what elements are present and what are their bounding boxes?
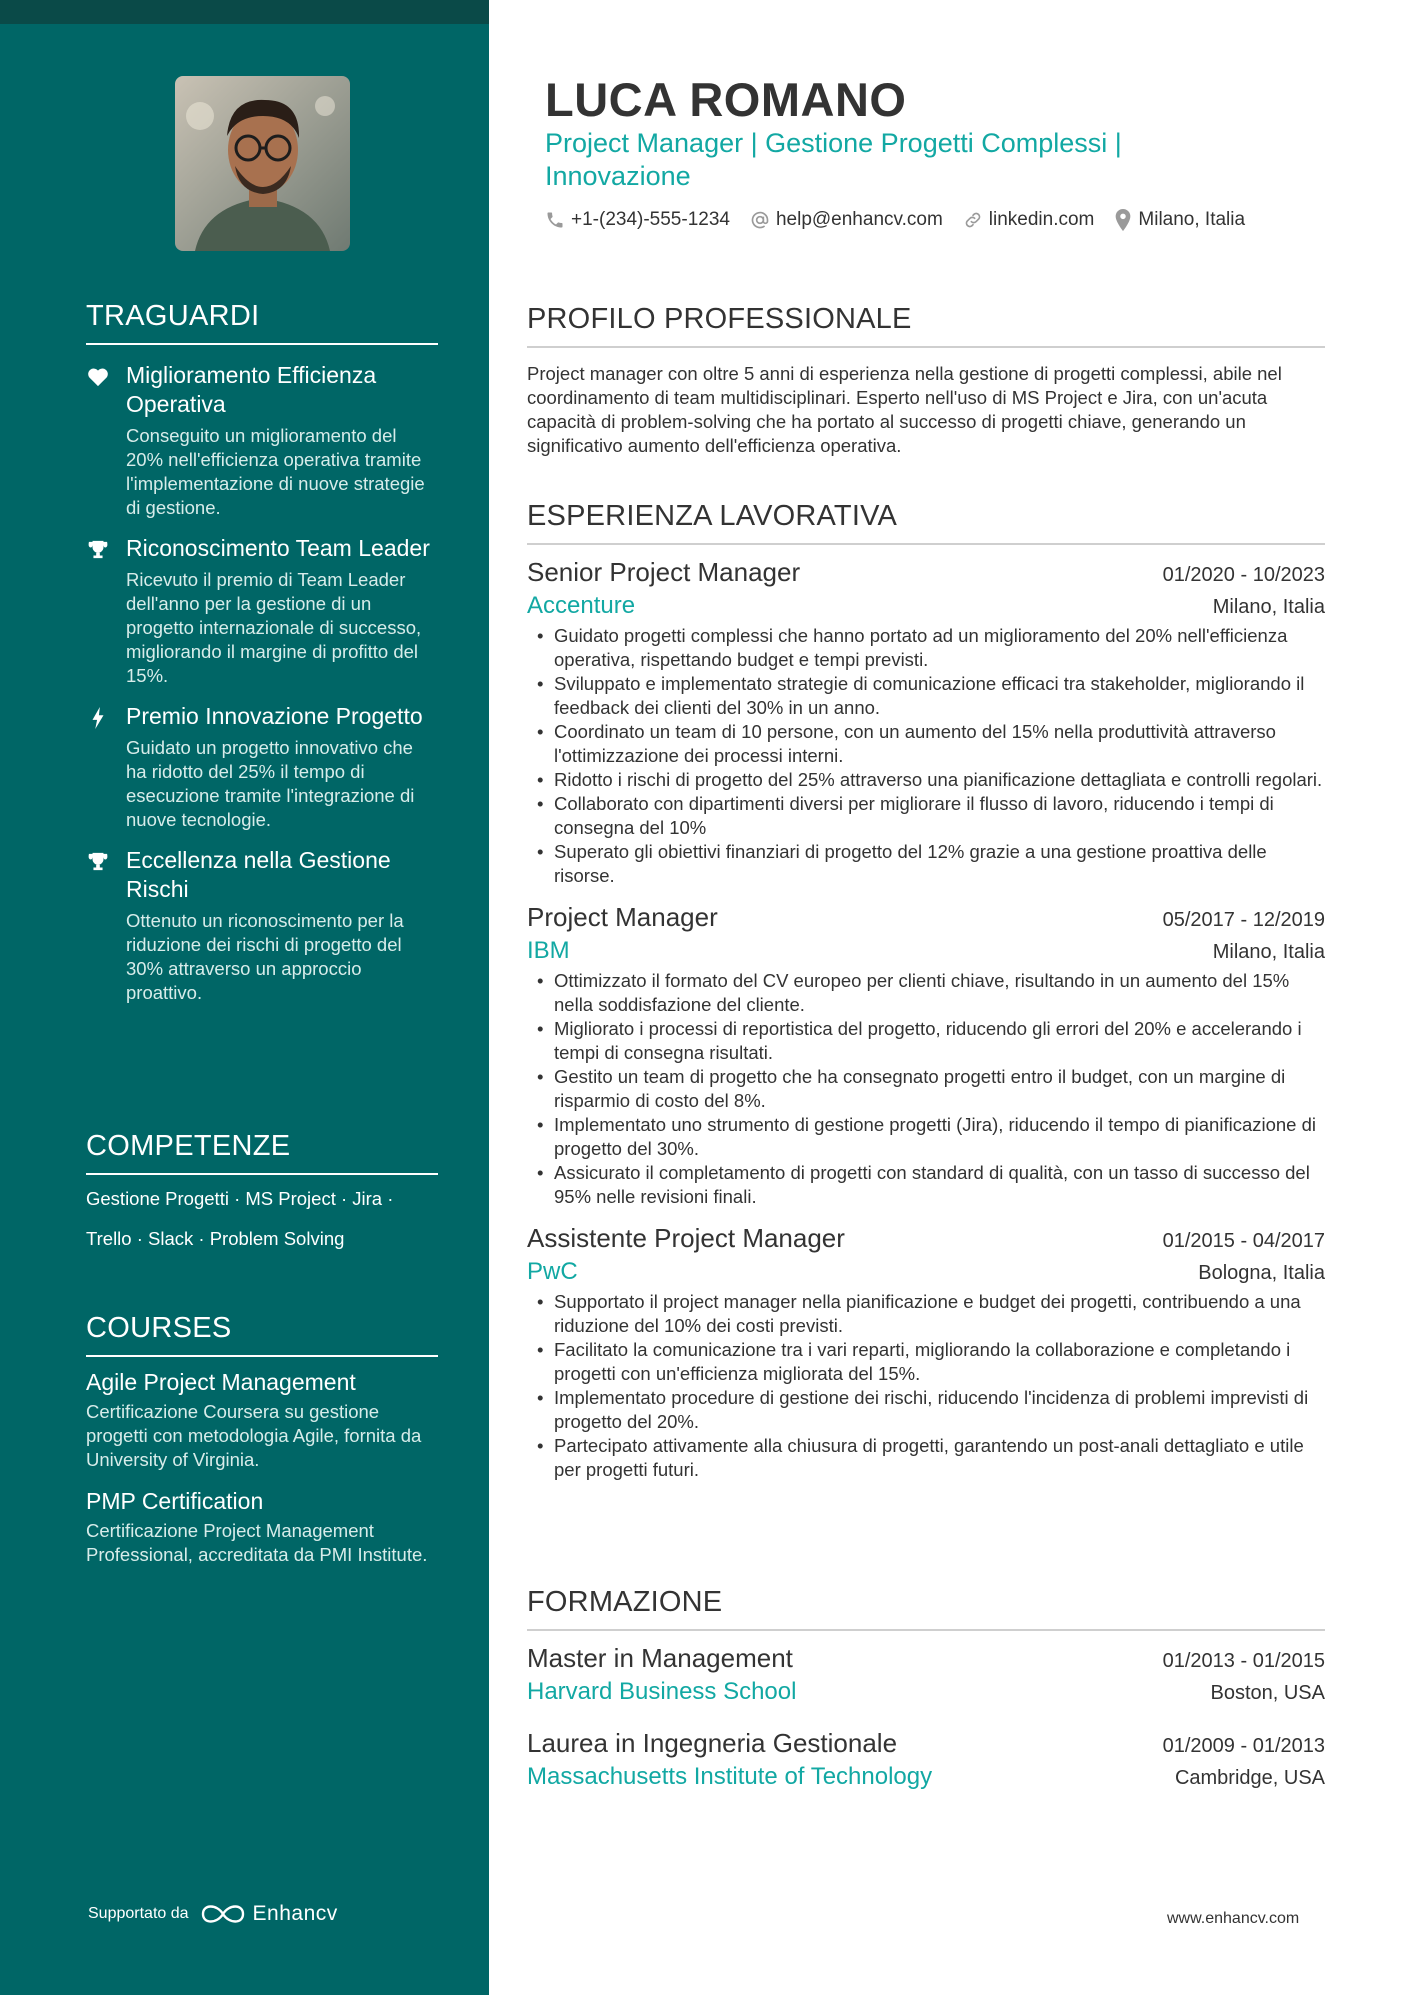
enhancv-brand: Enhancv — [252, 1902, 338, 1925]
education-dates: 01/2009 - 01/2013 — [1162, 1735, 1325, 1757]
profile-summary: Project manager con oltre 5 anni di esperienza nella gestione di progetti complessi, abile nel coordinamento di team multidisciplinari. Esperto nell'uso di MS Project e Jira, con un'acuta capacità di problem-solving che ha portato al successo di progetti chiave, generando un significativo aumento dell'efficienza operativa. — [527, 363, 1282, 456]
job-bullet: • Supportato il project manager nella pianificazione e budget dei progetti, contribuendo a una riduzione del 10% dei costi previsti. — [527, 1290, 1325, 1338]
lightning-icon — [86, 706, 110, 730]
sidebar — [0, 0, 489, 1995]
achievement-title: Riconoscimento Team Leader — [126, 535, 430, 561]
course-title: Agile Project Management — [86, 1369, 356, 1395]
phone-icon — [545, 210, 571, 230]
job-bullets — [527, 969, 1325, 1209]
education-degree: Master in Management — [527, 1643, 793, 1673]
course-desc: Certificazione Project Management Professional, accreditata da PMI Institute. — [86, 1520, 428, 1565]
skills-heading: COMPETENZE — [86, 1130, 438, 1175]
location-pin-icon — [1114, 209, 1138, 231]
job-bullet: • Superato gli obiettivi finanziari di progetto del 12% grazie a una gestione proattiva delle risorse. — [527, 840, 1325, 888]
education-section — [527, 1586, 1325, 1791]
achievements-heading: TRAGUARDI — [86, 300, 438, 345]
footer-url[interactable]: www.enhancv.com — [1167, 1910, 1300, 1927]
achievement-title: Eccellenza nella Gestione Rischi — [126, 847, 391, 902]
achievement-item — [86, 846, 438, 1005]
education-location: Cambridge, USA — [1174, 1767, 1325, 1789]
job-bullet: • Ottimizzato il formato del CV europeo per clienti chiave, risultando in un aumento del 15% nella soddisfazione del cliente. — [527, 969, 1325, 1017]
contact-linkedin — [963, 209, 1095, 231]
link-icon — [963, 210, 989, 230]
job-bullet: • Sviluppato e implementato strategie di comunicazione efficaci tra stakeholder, migliorando il feedback dei clienti del 30% in un anno. — [527, 672, 1325, 720]
courses-section — [86, 1312, 438, 1567]
enhancv-logo-icon — [199, 1902, 247, 1926]
job-entry — [527, 557, 1325, 888]
job-bullets — [527, 624, 1325, 888]
education-school: Massachusetts Institute of Technology — [527, 1763, 933, 1790]
profile-section — [527, 303, 1325, 458]
achievement-item — [86, 702, 438, 832]
education-degree: Laurea in Ingegneria Gestionale — [527, 1728, 898, 1758]
trophy-icon — [86, 538, 110, 562]
profile-photo — [175, 76, 350, 251]
phone-text[interactable]: +1-(234)-555-1234 — [571, 209, 730, 230]
job-bullet: • Coordinato un team di 10 persone, con un aumento del 15% nella produttività attraverso l'ottimizzazione dei processi interni. — [527, 720, 1325, 768]
achievement-item — [86, 534, 438, 688]
candidate-name: LUCA ROMANO — [545, 73, 907, 126]
achievements-list — [86, 361, 438, 1005]
contact-phone — [545, 209, 730, 231]
education-school: Harvard Business School — [527, 1678, 797, 1705]
achievement-desc: Guidato un progetto innovativo che ha ridotto del 25% il tempo di esecuzione tramite l'integrazione di nuove tecnologie. — [126, 737, 415, 830]
at-icon — [750, 210, 776, 230]
course-title: PMP Certification — [86, 1488, 264, 1514]
job-bullet: • Assicurato il completamento di progetti con standard di qualità, con un tasso di successo del 95% nelle revisioni finali. — [527, 1161, 1325, 1209]
course-item — [86, 1486, 438, 1567]
trophy-icon — [86, 850, 110, 874]
course-desc: Certificazione Coursera su gestione progetti con metodologia Agile, fornita da University of Virginia. — [86, 1401, 422, 1470]
powered-by-label: Supportato da — [88, 1905, 189, 1922]
job-title: Assistente Project Manager — [527, 1223, 845, 1253]
linkedin-text[interactable]: linkedin.com — [988, 209, 1095, 230]
education-entry — [527, 1643, 1325, 1706]
skills-line: Trello · Slack · Problem Solving — [86, 1228, 345, 1249]
education-entry — [527, 1728, 1325, 1791]
job-dates: 01/2015 - 04/2017 — [1162, 1230, 1325, 1252]
achievement-desc: Conseguito un miglioramento del 20% nell'efficienza operativa tramite l'implementazione di nuove strategie di gestione. — [126, 425, 425, 518]
skills-section — [86, 1130, 438, 1259]
education-location: Boston, USA — [1210, 1682, 1325, 1704]
job-bullet: • Gestito un team di progetto che ha consegnato progetti entro il budget, con un margine di risparmio di costo del 8%. — [527, 1065, 1325, 1113]
sidebar-top-band — [0, 0, 489, 24]
job-location: Bologna, Italia — [1198, 1262, 1325, 1284]
powered-by — [88, 1902, 338, 1926]
job-location: Milano, Italia — [1212, 596, 1325, 618]
experience-section — [527, 500, 1325, 1482]
job-company: PwC — [527, 1258, 578, 1285]
job-bullet: • Collaborato con dipartimenti diversi per migliorare il flusso di lavoro, riducendo i tempi di consegna del 10% — [527, 792, 1325, 840]
job-location: Milano, Italia — [1212, 941, 1325, 963]
achievement-desc: Ricevuto il premio di Team Leader dell'anno per la gestione di un progetto internazionale di successo, migliorando il margine di profitto del 15%. — [126, 569, 422, 686]
job-entry — [527, 1223, 1325, 1482]
job-dates: 01/2020 - 10/2023 — [1162, 564, 1325, 586]
location-text: Milano, Italia — [1138, 209, 1246, 230]
education-heading: FORMAZIONE — [527, 1586, 1325, 1631]
contact-location — [1114, 209, 1245, 231]
achievement-item — [86, 361, 438, 520]
achievement-title: Miglioramento Efficienza Operativa — [126, 362, 377, 417]
skills-list — [86, 1179, 438, 1259]
contact-email — [750, 209, 943, 231]
job-dates: 05/2017 - 12/2019 — [1162, 909, 1325, 931]
job-bullet: • Ridotto i rischi di progetto del 25% attraverso una pianificazione dettagliata e controlli regolari. — [527, 768, 1325, 792]
email-text[interactable]: help@enhancv.com — [775, 209, 943, 230]
achievement-desc: Ottenuto un riconoscimento per la riduzione dei rischi di progetto del 30% attraverso un approccio proattivo. — [126, 910, 404, 1003]
job-title: Project Manager — [527, 902, 718, 932]
job-bullet: • Partecipato attivamente alla chiusura di progetti, garantendo un post-anali dettagliato e utile per progetti futuri. — [527, 1434, 1325, 1482]
contact-bar — [545, 209, 1265, 231]
achievements-section — [86, 300, 438, 1005]
job-bullet: • Migliorato i processi di reportistica del progetto, riducendo gli errori del 20% e accelerando i tempi di consegna risultati. — [527, 1017, 1325, 1065]
courses-heading: COURSES — [86, 1312, 438, 1357]
job-bullets — [527, 1290, 1325, 1482]
education-dates: 01/2013 - 01/2015 — [1162, 1650, 1325, 1672]
job-bullet: • Implementato procedure di gestione dei rischi, riducendo l'incidenza di problemi imprevisti di progetto del 20%. — [527, 1386, 1325, 1434]
achievement-title: Premio Innovazione Progetto — [126, 703, 423, 729]
job-entry — [527, 902, 1325, 1209]
job-title: Senior Project Manager — [527, 557, 801, 587]
job-company: Accenture — [527, 592, 636, 619]
job-company: IBM — [527, 937, 570, 964]
job-bullet: • Guidato progetti complessi che hanno portato ad un miglioramento del 20% nell'efficienza operativa, rispettando budget e tempi previsti. — [527, 624, 1325, 672]
job-bullet: • Implementato uno strumento di gestione progetti (Jira), riducendo il tempo di pianificazione di progetto del 30%. — [527, 1113, 1325, 1161]
experience-heading: ESPERIENZA LAVORATIVA — [527, 500, 1325, 545]
heart-icon — [86, 365, 110, 389]
profile-heading: PROFILO PROFESSIONALE — [527, 303, 1325, 348]
job-bullet: • Facilitato la comunicazione tra i vari reparti, migliorando la collaborazione e completando i progetti con un'efficienza migliorata del 15%. — [527, 1338, 1325, 1386]
course-item — [86, 1367, 438, 1472]
candidate-headline: Project Manager | Gestione Progetti Complessi | Innovazione — [545, 128, 1122, 191]
skills-line: Gestione Progetti · MS Project · Jira · — [86, 1188, 394, 1209]
